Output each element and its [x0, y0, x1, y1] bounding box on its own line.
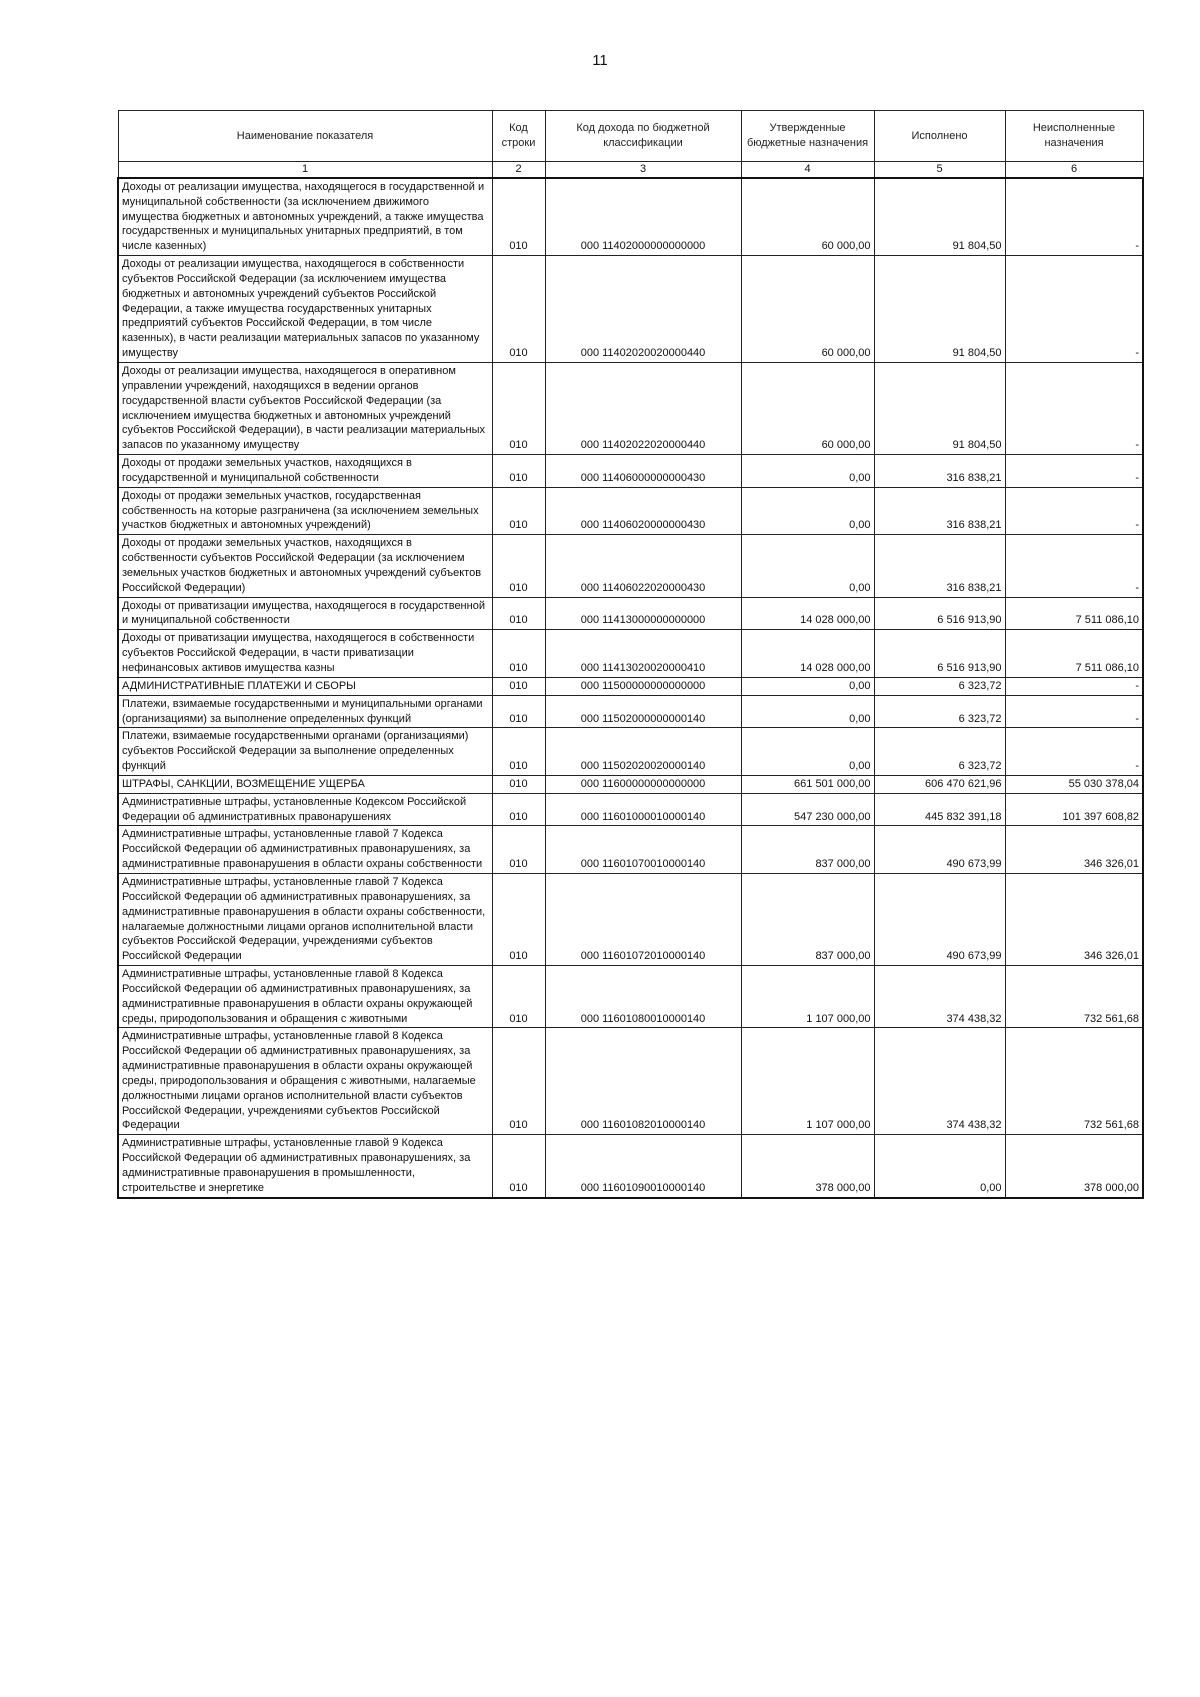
row-unexecuted: 7 511 086,10 — [1005, 630, 1143, 678]
row-line-code: 010 — [492, 1135, 545, 1198]
column-number: 6 — [1005, 162, 1143, 178]
row-unexecuted: - — [1005, 535, 1143, 597]
row-unexecuted: 732 561,68 — [1005, 966, 1143, 1028]
page-number: 11 — [592, 52, 608, 69]
row-revenue-code: 000 11500000000000000 — [545, 677, 741, 695]
row-approved: 0,00 — [741, 677, 874, 695]
header-approved: Утвержденные бюджетные назначения — [741, 111, 874, 162]
row-line-code: 010 — [492, 775, 545, 793]
row-revenue-code: 000 11502020020000140 — [545, 728, 741, 776]
row-name: Доходы от реализации имущества, находящегося в государственной и муниципальной собственности (за исключением движимого имущества бюджетных и автономных учреждений, а также имущества государственных и муниципальных унитарных предприятий, в том числе казенных) — [118, 178, 492, 256]
row-name: Административные штрафы, установленные главой 9 Кодекса Российской Федерации об административных правонарушениях, за административные правонарушения в промышленности, строительстве и энергетике — [118, 1135, 492, 1198]
column-number: 3 — [545, 162, 741, 178]
header-row — [118, 111, 1143, 162]
row-approved: 1 107 000,00 — [741, 1028, 874, 1135]
row-unexecuted: - — [1005, 362, 1143, 454]
row-revenue-code: 000 11601090010000140 — [545, 1135, 741, 1198]
column-number-row — [118, 162, 1143, 178]
row-line-code: 010 — [492, 966, 545, 1028]
row-executed: 6 323,72 — [874, 728, 1005, 776]
row-executed: 6 323,72 — [874, 695, 1005, 728]
row-approved: 1 107 000,00 — [741, 966, 874, 1028]
row-name: Административные штрафы, установленные главой 7 Кодекса Российской Федерации об административных правонарушениях, за административные правонарушения в области охраны собственности — [118, 826, 492, 874]
row-approved: 60 000,00 — [741, 256, 874, 363]
row-name: Платежи, взимаемые государственными и муниципальными органами (организациями) за выполнение определенных функций — [118, 695, 492, 728]
table-row — [118, 677, 1143, 695]
row-revenue-code: 000 11413000000000000 — [545, 597, 741, 630]
row-executed: 316 838,21 — [874, 535, 1005, 597]
header-name: Наименование показателя — [118, 111, 492, 162]
row-name: Доходы от продажи земельных участков, находящихся в государственной и муниципальной собственности — [118, 455, 492, 488]
row-approved: 14 028 000,00 — [741, 597, 874, 630]
row-name: Административные штрафы, установленные Кодексом Российской Федерации об административных правонарушениях — [118, 793, 492, 826]
row-unexecuted: 378 000,00 — [1005, 1135, 1143, 1198]
row-approved: 547 230 000,00 — [741, 793, 874, 826]
row-executed: 6 516 913,90 — [874, 630, 1005, 678]
row-unexecuted: - — [1005, 695, 1143, 728]
row-name: Доходы от продажи земельных участков, государственная собственность на которые разграничена (за исключением земельных участков бюджетных и автономных учреждений) — [118, 487, 492, 535]
row-line-code: 010 — [492, 256, 545, 363]
row-revenue-code: 000 11402000000000000 — [545, 178, 741, 256]
row-approved: 60 000,00 — [741, 362, 874, 454]
row-revenue-code: 000 11601070010000140 — [545, 826, 741, 874]
row-revenue-code: 000 11502000000000140 — [545, 695, 741, 728]
row-unexecuted: - — [1005, 728, 1143, 776]
row-executed: 606 470 621,96 — [874, 775, 1005, 793]
row-name: Административные штрафы, установленные главой 7 Кодекса Российской Федерации об административных правонарушениях, за административные правонарушения в области охраны собственности, налагаемые должностными лицами органов исполнительной власти субъектов Российской Федерации, учреждениями субъектов Российской Федерации — [118, 873, 492, 965]
table-row — [118, 256, 1143, 363]
row-executed: 316 838,21 — [874, 455, 1005, 488]
header-revenue-code: Код дохода по бюджетной классификации — [545, 111, 741, 162]
row-executed: 91 804,50 — [874, 362, 1005, 454]
row-name: Административные штрафы, установленные главой 8 Кодекса Российской Федерации об административных правонарушениях, за административные правонарушения в области охраны окружающей среды, природопользования и обращения с животными — [118, 966, 492, 1028]
row-unexecuted: - — [1005, 677, 1143, 695]
row-executed: 316 838,21 — [874, 487, 1005, 535]
row-approved: 837 000,00 — [741, 826, 874, 874]
row-approved: 60 000,00 — [741, 178, 874, 256]
header-unexecuted: Неисполненные назначения — [1005, 111, 1143, 162]
row-executed: 445 832 391,18 — [874, 793, 1005, 826]
table-row — [118, 775, 1143, 793]
row-unexecuted: 732 561,68 — [1005, 1028, 1143, 1135]
table-row — [118, 695, 1143, 728]
row-unexecuted: - — [1005, 256, 1143, 363]
row-revenue-code: 000 11413020020000410 — [545, 630, 741, 678]
table-row — [118, 1135, 1143, 1198]
row-line-code: 010 — [492, 597, 545, 630]
row-revenue-code: 000 11406020000000430 — [545, 487, 741, 535]
table-row — [118, 178, 1143, 256]
row-unexecuted: - — [1005, 487, 1143, 535]
row-line-code: 010 — [492, 487, 545, 535]
row-line-code: 010 — [492, 362, 545, 454]
row-executed: 490 673,99 — [874, 826, 1005, 874]
row-unexecuted: 346 326,01 — [1005, 826, 1143, 874]
row-approved: 0,00 — [741, 455, 874, 488]
row-revenue-code: 000 11601072010000140 — [545, 873, 741, 965]
row-revenue-code: 000 11600000000000000 — [545, 775, 741, 793]
row-executed: 490 673,99 — [874, 873, 1005, 965]
table-row — [118, 728, 1143, 776]
table-body — [118, 178, 1143, 1198]
table-row — [118, 826, 1143, 874]
header-executed: Исполнено — [874, 111, 1005, 162]
row-line-code: 010 — [492, 178, 545, 256]
row-unexecuted: - — [1005, 455, 1143, 488]
row-approved: 378 000,00 — [741, 1135, 874, 1198]
row-unexecuted: 7 511 086,10 — [1005, 597, 1143, 630]
row-name: Доходы от продажи земельных участков, находящихся в собственности субъектов Российской Федерации (за исключением земельных участков бюджетных и автономных учреждений субъектов Российской Федерации) — [118, 535, 492, 597]
row-approved: 661 501 000,00 — [741, 775, 874, 793]
table-row — [118, 535, 1143, 597]
table-row — [118, 1028, 1143, 1135]
row-approved: 0,00 — [741, 487, 874, 535]
row-line-code: 010 — [492, 793, 545, 826]
row-approved: 14 028 000,00 — [741, 630, 874, 678]
row-approved: 0,00 — [741, 695, 874, 728]
row-line-code: 010 — [492, 728, 545, 776]
row-line-code: 010 — [492, 873, 545, 965]
table-row — [118, 362, 1143, 454]
row-line-code: 010 — [492, 695, 545, 728]
row-executed: 374 438,32 — [874, 966, 1005, 1028]
row-name: Административные штрафы, установленные главой 8 Кодекса Российской Федерации об административных правонарушениях, за административные правонарушения в области охраны окружающей среды, природопользования и обращения с животными, налагаемые должностными лицами органов исполнительной власти субъектов Российской Федерации, учреждениями субъектов Российской Федерации — [118, 1028, 492, 1135]
row-name: Доходы от реализации имущества, находящегося в оперативном управлении учреждений, находящихся в ведении органов государственной власти субъектов Российской Федерации (за исключением имущества бюджетных и автономных учреждений субъектов Российской Федерации), в части реализации материальных запасов по указанному имуществу — [118, 362, 492, 454]
row-approved: 0,00 — [741, 535, 874, 597]
row-line-code: 010 — [492, 535, 545, 597]
row-unexecuted: - — [1005, 178, 1143, 256]
row-revenue-code: 000 11406000000000430 — [545, 455, 741, 488]
row-revenue-code: 000 11406022020000430 — [545, 535, 741, 597]
table-row — [118, 487, 1143, 535]
row-unexecuted: 346 326,01 — [1005, 873, 1143, 965]
row-approved: 837 000,00 — [741, 873, 874, 965]
row-line-code: 010 — [492, 677, 545, 695]
row-executed: 0,00 — [874, 1135, 1005, 1198]
column-number: 4 — [741, 162, 874, 178]
row-name: Доходы от приватизации имущества, находящегося в государственной и муниципальной собственности — [118, 597, 492, 630]
row-executed: 91 804,50 — [874, 256, 1005, 363]
table-row — [118, 597, 1143, 630]
column-number: 1 — [118, 162, 492, 178]
row-revenue-code: 000 11402022020000440 — [545, 362, 741, 454]
row-name: ШТРАФЫ, САНКЦИИ, ВОЗМЕЩЕНИЕ УЩЕРБА — [118, 775, 492, 793]
table-row — [118, 630, 1143, 678]
row-executed: 91 804,50 — [874, 178, 1005, 256]
row-revenue-code: 000 11402020020000440 — [545, 256, 741, 363]
row-name: Платежи, взимаемые государственными органами (организациями) субъектов Российской Федерации за выполнение определенных функций — [118, 728, 492, 776]
row-name: АДМИНИСТРАТИВНЫЕ ПЛАТЕЖИ И СБОРЫ — [118, 677, 492, 695]
row-approved: 0,00 — [741, 728, 874, 776]
column-number: 2 — [492, 162, 545, 178]
table-row — [118, 966, 1143, 1028]
table-row — [118, 793, 1143, 826]
row-executed: 6 516 913,90 — [874, 597, 1005, 630]
row-name: Доходы от приватизации имущества, находящегося в собственности субъектов Российской Федерации, в части приватизации нефинансовых активов имущества казны — [118, 630, 492, 678]
table-row — [118, 455, 1143, 488]
row-line-code: 010 — [492, 455, 545, 488]
row-revenue-code: 000 11601080010000140 — [545, 966, 741, 1028]
header-line-code: Код строки — [492, 111, 545, 162]
row-revenue-code: 000 11601082010000140 — [545, 1028, 741, 1135]
row-line-code: 010 — [492, 630, 545, 678]
column-number: 5 — [874, 162, 1005, 178]
row-unexecuted: 101 397 608,82 — [1005, 793, 1143, 826]
row-unexecuted: 55 030 378,04 — [1005, 775, 1143, 793]
budget-revenue-table — [117, 110, 1144, 1199]
row-executed: 6 323,72 — [874, 677, 1005, 695]
table-row — [118, 873, 1143, 965]
row-name: Доходы от реализации имущества, находящегося в собственности субъектов Российской Федерации (за исключением имущества бюджетных и автономных учреждений субъектов Российской Федерации, а также имущества государственных унитарных предприятий субъектов Российской Федерации, в том числе казенных), в части реализации материальных запасов по указанному имуществу — [118, 256, 492, 363]
row-line-code: 010 — [492, 826, 545, 874]
row-revenue-code: 000 11601000010000140 — [545, 793, 741, 826]
row-line-code: 010 — [492, 1028, 545, 1135]
row-executed: 374 438,32 — [874, 1028, 1005, 1135]
